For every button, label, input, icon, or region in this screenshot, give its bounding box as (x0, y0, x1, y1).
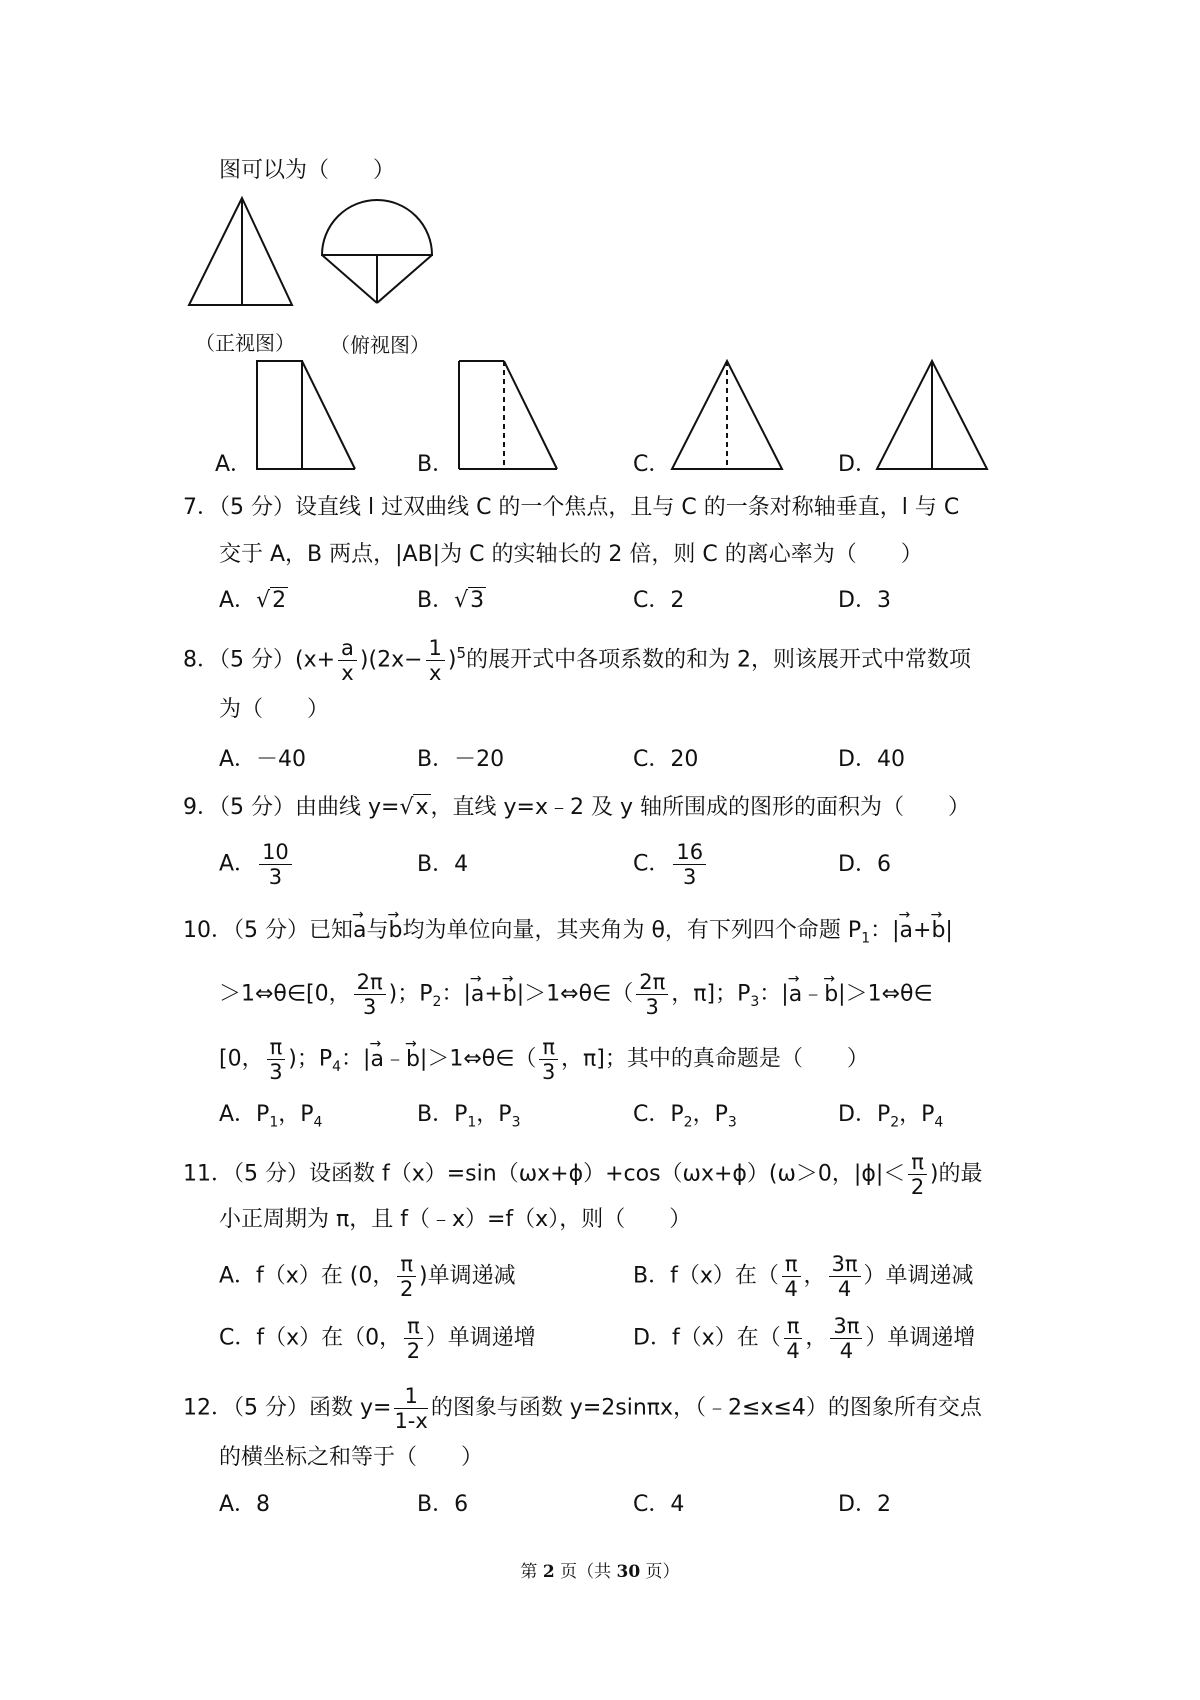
q12-option-c: C．4 (633, 1492, 685, 1517)
q8-option-a: A．－40 (219, 747, 307, 772)
q10-option-b: B．$P_1$，$P_3$ (417, 1102, 521, 1131)
q10-option-d: D．$P_2$，$P_4$ (838, 1102, 944, 1131)
q8-option-c: C．20 (633, 747, 699, 772)
front-view-label: （正视图） (195, 331, 295, 355)
q6-option-b-label: B． (417, 452, 455, 477)
q10-line3: [0， $\frac{\pi}{3}$ )；$P_4$：|→ a﹣→ b|＞1⇔θ∈（ $\frac{\pi}{3}$ ，π]；其中的真命题是（ ） (219, 1035, 869, 1084)
q6-option-d-label: D． (838, 452, 877, 477)
page-footer: 第 2 页（共 30 页） (520, 1562, 680, 1582)
q7-option-d: D．3 (838, 588, 891, 613)
q6-option-a-label: A． (215, 452, 253, 477)
q9-option-a: A． $\frac{10}{3}$ (219, 840, 295, 889)
q9-option-c: C． $\frac{16}{3}$ (633, 840, 709, 889)
q12-option-d: D．2 (838, 1492, 891, 1517)
q6-tail: 图可以为（ ） (219, 158, 396, 183)
q7-option-a: A．√2 (219, 588, 287, 613)
q6-option-c-label: C． (633, 452, 671, 477)
q8-option-b: B．－20 (417, 747, 505, 772)
q12-line2: 的横坐标之和等于（ ） (219, 1445, 484, 1470)
q7-line1: 7．（5 分）设直线 l 过双曲线 C 的一个焦点，且与 C 的一条对称轴垂直，l 与 C (183, 495, 960, 520)
q9-line1: 9．（5 分）由曲线 y=√x，直线 y=x﹣2 及 y 轴所围成的图形的面积为（ ） (183, 795, 970, 820)
q11-line2: 小正周期为 π，且 f（﹣x）=f（x），则（ ） (219, 1207, 692, 1232)
q9-option-b: B．4 (417, 852, 469, 877)
page-number: 2 (542, 1562, 555, 1582)
q11-option-d: D．f（x）在（ $\frac{\pi}{4}$ ， $\frac{3\pi}{4}$ ）单调递增 (633, 1314, 976, 1363)
q7-option-c: C．2 (633, 588, 685, 613)
page-total: 30 (616, 1562, 641, 1582)
front-view-figure (185, 195, 295, 310)
q10-line1: 10．（5 分）已知→ a与→ b均为单位向量，其夹角为 θ，有下列四个命题 $P_1$：|→ a+→ b| (183, 912, 953, 953)
q6-option-b-figure (457, 358, 562, 473)
q7-option-b: B．√3 (417, 588, 485, 613)
q8-line2: 为（ ） (219, 697, 330, 722)
q10-line2: ＞1⇔θ∈[0， $\frac{2\pi}{3}$ )；$P_2$：|→ a+→ b|＞1⇔θ∈（ $\frac{2\pi}{3}$ ，π]；$P_3$：|→ a﹣→ b|＞1⇔θ∈ (219, 970, 933, 1019)
q11-option-c: C．f（x）在（0， $\frac{\pi}{2}$ ）单调递增 (219, 1314, 536, 1363)
q8-frac-1-over-x: $\frac{1}{x}$ (426, 636, 445, 685)
q11-line1: 11．（5 分）设函数 f（x）=sin（ωx+ϕ）+cos（ωx+ϕ）(ω＞0，|ϕ|＜ $\frac{\pi}{2}$ )的最 (183, 1150, 983, 1199)
q12-option-a: A．8 (219, 1492, 271, 1517)
q11-option-a: A．f（x）在 (0， $\frac{\pi}{2}$ )单调递减 (219, 1252, 516, 1301)
q10-option-c: C．$P_2$，$P_3$ (633, 1102, 737, 1131)
q6-option-c-figure (670, 358, 785, 473)
q9-option-d: D．6 (838, 852, 891, 877)
q8-line1: 8．（5 分）(x+ $\frac{a}{x}$ )(2x− $\frac{1}{x}$ )$^5$的展开式中各项系数的和为 2，则该展开式中常数项 (183, 636, 972, 685)
q7-line2: 交于 A，B 两点，|AB|为 C 的实轴长的 2 倍，则 C 的离心率为（ ） (219, 542, 923, 567)
q11-option-b: B．f（x）在（ $\frac{\pi}{4}$ ， $\frac{3\pi}{4}$ ）单调递减 (633, 1252, 974, 1301)
q12-line1: 12．（5 分）函数 y= $\frac{1}{1-x}$ 的图象与函数 y=2sinπx，（﹣2≤x≤4）的图象所有交点 (183, 1384, 982, 1433)
q12-option-b: B．6 (417, 1492, 469, 1517)
q8-option-d: D．40 (838, 747, 905, 772)
top-view-label: （俯视图） (330, 333, 430, 357)
top-view-figure (318, 193, 438, 308)
q10-option-a: A．$P_1$，$P_4$ (219, 1102, 323, 1131)
q8-frac-a-over-x: $\frac{a}{x}$ (338, 636, 357, 685)
q6-option-d-figure (875, 358, 990, 473)
q6-option-a-figure (255, 358, 360, 473)
